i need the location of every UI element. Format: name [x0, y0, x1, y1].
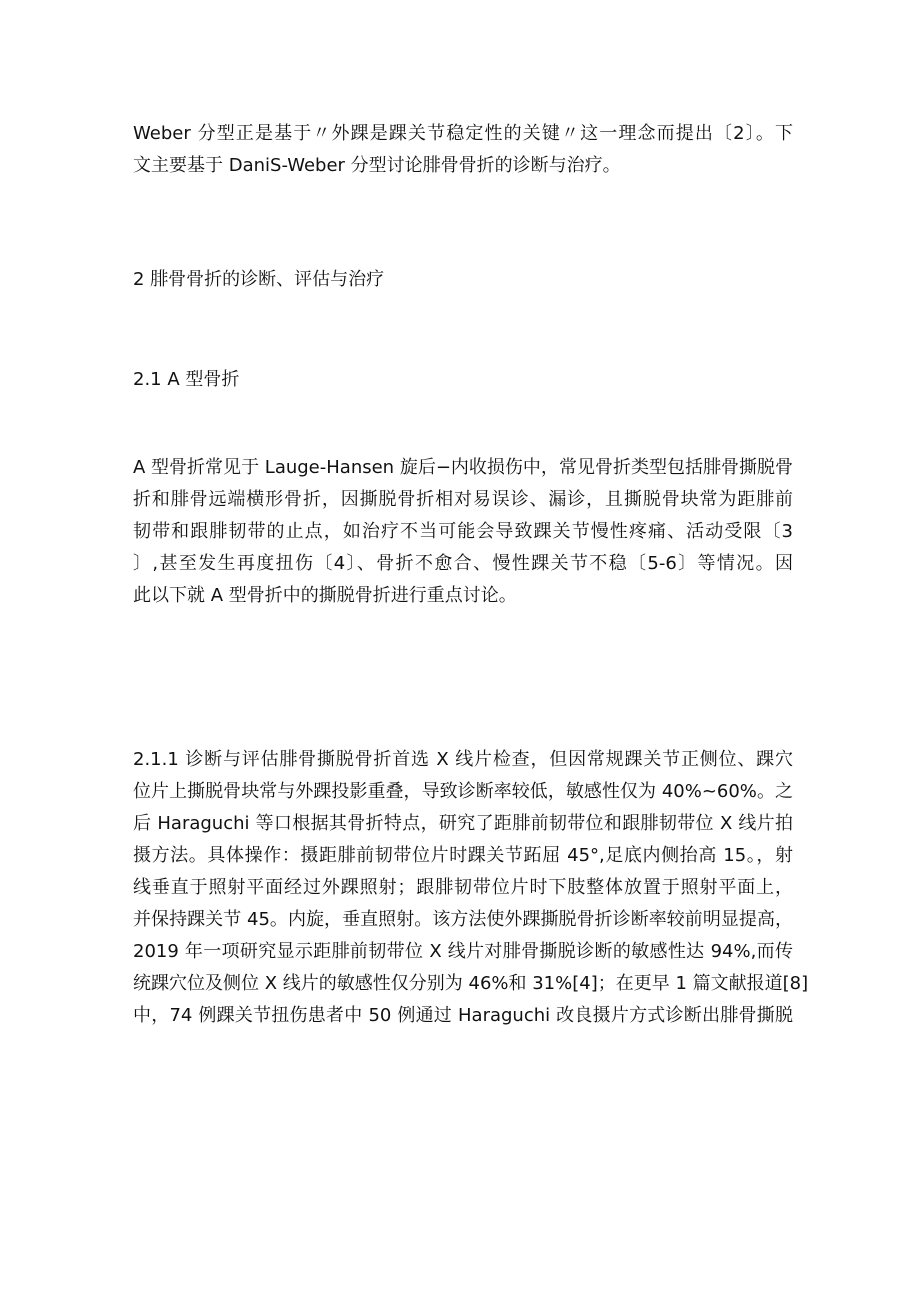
text-line: 中，74 例踝关节扭伤患者中 50 例通过 Haraguchi 改良摄片方式诊断出腓骨撕脱: [133, 1005, 793, 1026]
text-line: Weber 分型正是基于〃外踝是踝关节稳定性的关键〃这一理念而提出〔2〕。下: [133, 123, 793, 144]
paragraph-type-a: [133, 452, 793, 612]
text-line: A 型骨折常见于 Lauge-Hansen 旋后−内收损伤中，常见骨折类型包括腓骨撕脱骨: [133, 457, 793, 478]
paragraph-diagnosis: [133, 744, 809, 1032]
text-line: 后 Haraguchi 等口根据其骨折特点，研究了距腓前韧带位和跟腓韧带位 X 线片拍: [133, 813, 793, 834]
text-line: 统踝穴位及侧位 X 线片的敏感性仅分别为 46%和 31%[4]；在更早 1 篇文献报道[8]: [133, 973, 809, 994]
text-line: 此以下就 A 型骨折中的撕脱骨折进行重点讨论。: [133, 585, 517, 606]
text-line: 2019 年一项研究显示距腓前韧带位 X 线片对腓骨撕脱诊断的敏感性达 94%,而传: [133, 941, 793, 962]
text-line: 并保持踝关节 45。内旋，垂直照射。该方法使外踝撕脱骨折诊断率较前明显提高，: [133, 909, 793, 930]
section-heading: 2 腓骨骨折的诊断、评估与治疗: [133, 269, 385, 290]
text-line: 〕,甚至发生再度扭伤〔4〕、骨折不愈合、慢性踝关节不稳〔5-6〕等情况。因: [133, 553, 793, 574]
paragraph-intro: [133, 118, 793, 182]
text-line: 韧带和跟腓韧带的止点，如治疗不当可能会导致踝关节慢性疼痛、活动受限〔3: [133, 521, 793, 542]
text-line: 线垂直于照射平面经过外踝照射；跟腓韧带位片时下肢整体放置于照射平面上，: [133, 877, 793, 898]
text-line: 折和腓骨远端横形骨折，因撕脱骨折相对易误诊、漏诊，且撕脱骨块常为距腓前: [133, 489, 793, 510]
text-line: 2.1.1 诊断与评估腓骨撕脱骨折首选 X 线片检查，但因常规踝关节正侧位、踝穴: [133, 749, 793, 770]
text-line: 摄方法。具体操作：摄距腓前韧带位片时踝关节跖屈 45°,足底内侧抬高 15。，射: [133, 845, 793, 866]
subsection-heading: 2.1 A 型骨折: [133, 369, 240, 390]
text-line: 位片上撕脱骨块常与外踝投影重叠，导致诊断率较低，敏感性仅为 40%~60%。之: [133, 781, 793, 802]
text-line: 文主要基于 DaniS-Weber 分型讨论腓骨骨折的诊断与治疗。: [133, 155, 621, 176]
